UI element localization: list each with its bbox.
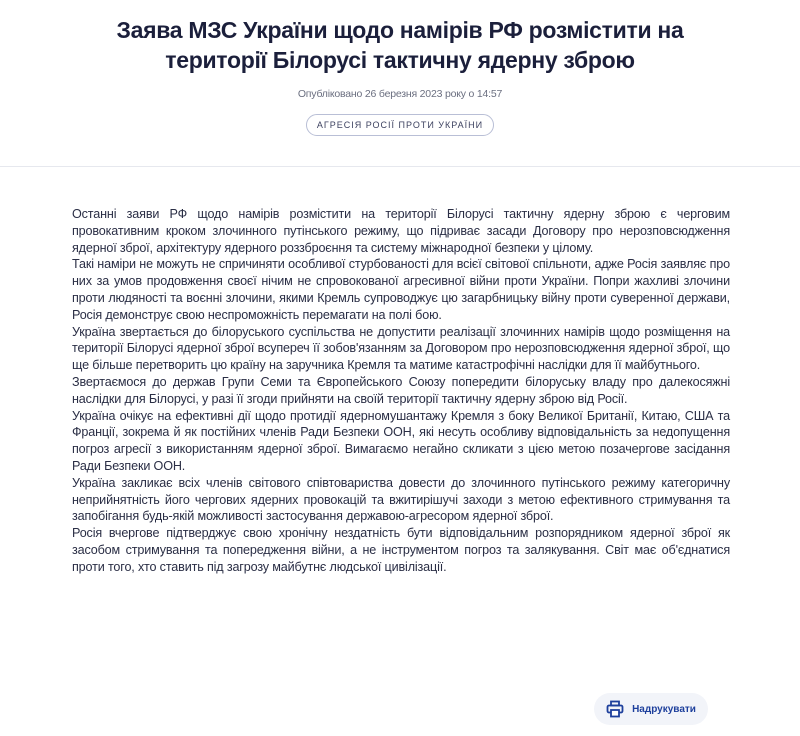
paragraph: Україна закликає всіх членів світового співтовариства довести до злочинного путінського режиму категоричну неприйнятність його чергових ядерних провокацій та вжитирішучі заходи з метою ефективного стримування та запобігання будь-якій можливості застосування державою-агресором ядерної зброї. [72, 475, 730, 524]
print-label: Надрукувати [632, 703, 696, 715]
tag-badge[interactable]: АГРЕСІЯ РОСІЇ ПРОТИ УКРАЇНИ [306, 114, 494, 136]
paragraph: Україна очікує на ефективні дії щодо протидії ядерномушантажу Кремля з боку Великої Британії, Китаю, США та Франції, зокрема й як постійних членів Ради Безпеки ООН, які несуть особливу відповідальність за недопущення погроз агресії з використанням ядерної зброї. Вимагаємо негайно скликати з цією метою позачергове засідання Ради Безпеки ООН. [72, 408, 730, 473]
paragraph: Звертаємося до держав Групи Семи та Європейського Союзу попередити білоруську владу про далекосяжні наслідки для Білорусі, у разі її згоди прийняти на своїй території тактичну ядерну зброю від Росії. [72, 374, 730, 406]
printer-icon [606, 700, 624, 718]
published-date: Опубліковано 26 березня 2023 року о 14:57 [297, 88, 503, 100]
paragraph: Росія вчергове підтверджує свою хронічну нездатність бути відповідальним розпорядником ядерної зброї як засобом стримування та попередження війни, а не інструментом погроз та залякування. Світ має об'єднатися проти того, хто ставить під загрозу майбутнє людської цивілізації. [72, 526, 730, 574]
paragraph: Україна звертається до білоруського суспільства не допустити реалізації злочинних намірів щодо розміщення на території Білорусі ядерної зброї всупереч її зобов'язанням за Договором про нерозповсюдження ядерної зброї, що ще більше перетворить цю країну на заручника Кремля та матиме катастрофічні наслідки для її майбутнього. [72, 324, 730, 373]
print-button[interactable] [594, 693, 708, 725]
paragraph: Такі наміри не можуть не спричиняти особливої стурбованості для всієї світової спільноти, адже Росія заявляє про них за умов продовження своєї нічим не спровокованої агресивної війни проти України. Попри жахливі злочини проти людяності та воєнні злочини, якими Кремль супроводжує цю загарбницьку війну проти суверенної держави, Росія демонструє свою неспроможність перемагати на полі бою. [72, 257, 730, 322]
article-body [72, 206, 730, 576]
paragraph: Останні заяви РФ щодо намірів розмістити на території Білорусі тактичну ядерну зброю є черговим провокативним кроком злочинного путінського режиму, що підриває засади Договору про нерозповсюдження ядерної зброї, архітектуру ядерного роззброєння та систему міжнародної безпеки у цілому. [72, 207, 730, 255]
article-header [0, 0, 800, 167]
page-title: Заява МЗС України щодо намірів РФ розмістити на території Білорусі тактичну ядерну зброю [116, 17, 684, 73]
